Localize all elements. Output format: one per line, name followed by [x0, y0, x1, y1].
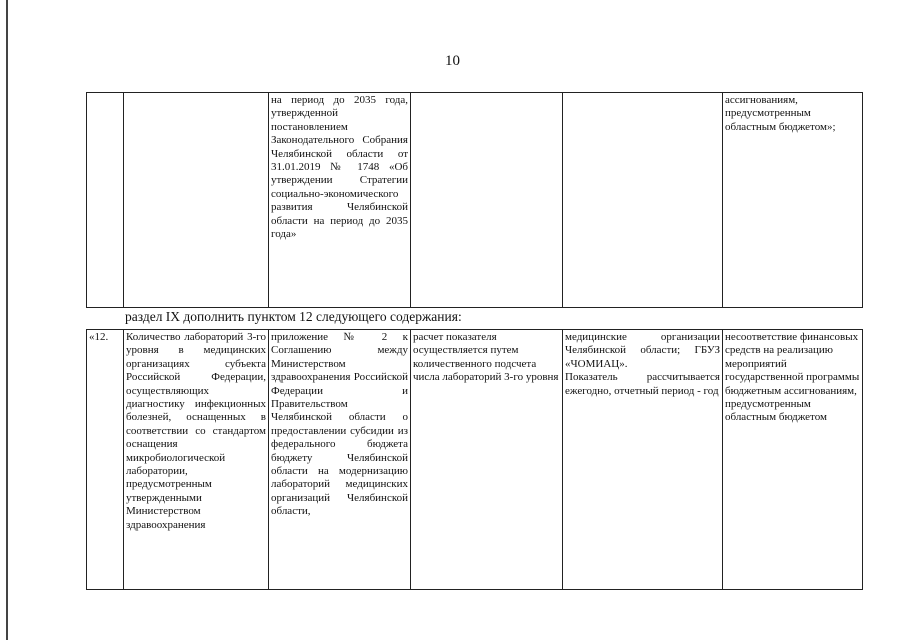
page-left-border — [6, 0, 8, 640]
cell-reason: несоответствие финансовых средств на реализацию мероприятий государственной программы бюджетным ассигнованиям, предусмотренным областным бюджетом — [723, 330, 863, 590]
table-row — [87, 93, 863, 308]
cell-source — [563, 330, 723, 590]
section-amendment-text: раздел IX дополнить пунктом 12 следующего содержания: — [125, 309, 462, 324]
cell-reason: ассигнованиям, предусмотренным областным бюджетом»; — [723, 93, 863, 308]
cell-number — [87, 93, 124, 308]
cell-indicator: Количество лабораторий 3-го уровня в медицинских организациях субъекта Российской Федерации, осуществляющих диагностику инфекционных болезней, оснащенных в соответствии со стандартом оснащения микробиологической лаборатории, предусмотренным утвержденными Министерством здравоохранения — [124, 330, 269, 590]
source-organizations: медицинские организации Челябинской области; ГБУЗ «ЧОМИАЦ». — [565, 331, 720, 370]
cell-basis: приложение № 2 к Соглашению между Министерством здравоохранения Российской Федерации и Правительством Челябинской области о предоставлении субсидии из федерального бюджета бюджету Челябинской области на модернизацию лабораторий медицинских организаций Челябинской области, — [269, 330, 411, 590]
page-number: 10 — [445, 53, 460, 69]
new-item-table — [86, 329, 863, 590]
table-row — [87, 330, 863, 590]
cell-item-number: «12. — [87, 330, 124, 590]
cell-basis: на период до 2035 года, утвержденной постановлением Законодательного Собрания Челябинской области от 31.01.2019 № 1748 «Об утверждении Стратегии социально-экономического развития Челябинской области на период до 2035 года» — [269, 93, 411, 308]
cell-method — [411, 93, 563, 308]
cell-method: расчет показателя осуществляется путем количественного подсчета числа лабораторий 3-го уровня — [411, 330, 563, 590]
continued-table — [86, 92, 863, 308]
cell-indicator — [124, 93, 269, 308]
cell-source — [563, 93, 723, 308]
source-frequency: Показатель рассчитывается ежегодно, отчетный период - год — [565, 371, 720, 397]
